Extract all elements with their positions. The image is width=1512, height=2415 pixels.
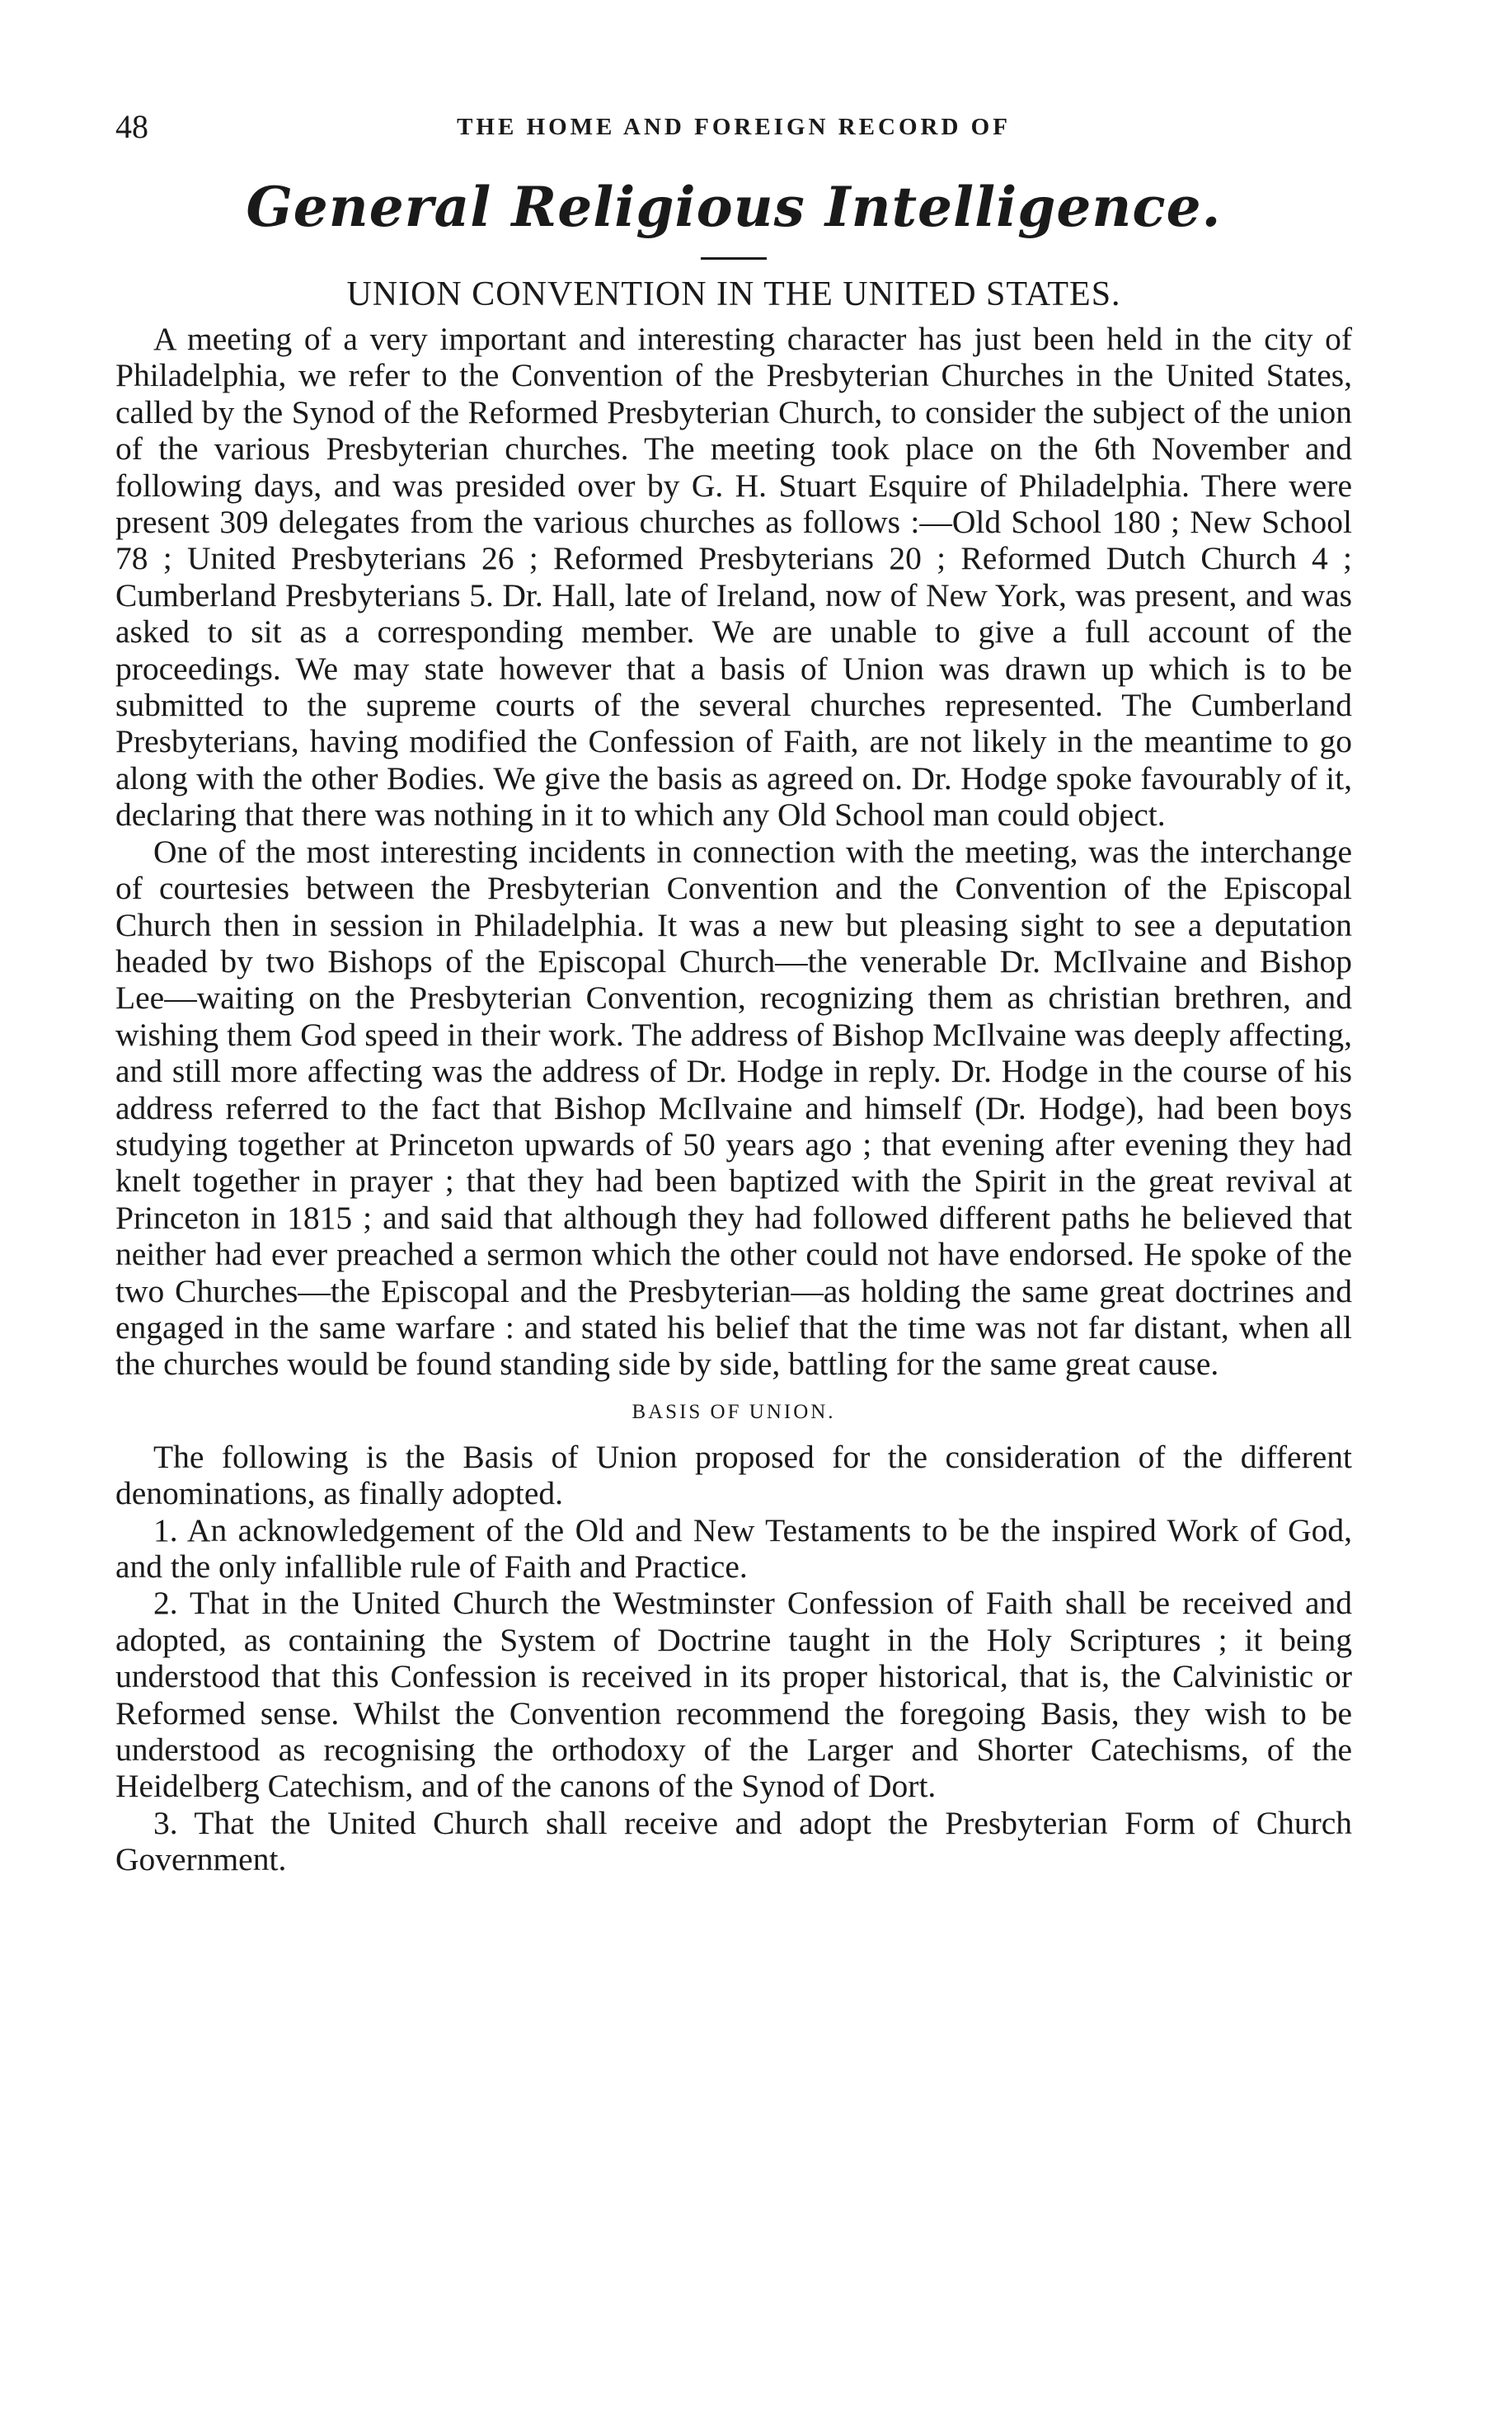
article-title: UNION CONVENTION IN THE UNITED STATES.	[346, 275, 1121, 313]
section-title: General Religious Intelligence.	[246, 175, 1222, 239]
title-rule	[701, 257, 767, 260]
basis-heading: BASIS OF UNION.	[632, 1400, 836, 1423]
page	[115, 107, 1352, 1878]
basis-item-2: 2. That in the United Church the Westminster Confession of Faith shall be received and adopted, as containing the System of Doctrine taught in the Holy Scriptures ; it being understood that this Confession is received in its proper historical, that is, the Calvinistic or Reformed sense. Whilst the Convention recommend the foregoing Basis, they wish to be understood as recognising the orthodoxy of the Larger and Shorter Catechisms, of the Heidelberg Catechism, and of the canons of the Synod of Dort.	[115, 1585, 1352, 1805]
journal-title: THE HOME AND FOREIGN RECORD OF	[457, 114, 1011, 140]
article-paragraph-2: One of the most interesting incidents in connection with the meeting, was the interchange of courtesies between the Presbyterian Convention and the Convention of the Episcopal Church then in session in Philadelphia. It was a new but pleasing sight to see a deputation headed by two Bishops of the Episcopal Church—the venerable Dr. McIlvaine and Bishop Lee—waiting on the Presbyterian Convention, recognizing them as christian brethren, and wishing them God speed in their work. The address of Bishop McIlvaine was deeply affecting, and still more affecting was the address of Dr. Hodge in reply. Dr. Hodge in the course of his address referred to the fact that Bishop McIlvaine and himself (Dr. Hodge), had been boys studying together at Princeton upwards of 50 years ago ; that evening after evening they had knelt together in prayer ; that they had been baptized with the Spirit in the great revival at Princeton in 1815 ; and said that although they had followed different paths he believed that neither had ever preached a sermon which the other could not have endorsed. He spoke of the two Churches—the Episcopal and the Presbyterian—as holding the same great doctrines and engaged in the same warfare : and stated his belief that the time was not far distant, when all the churches would be found standing side by side, battling for the same great cause.	[115, 833, 1352, 1383]
basis-intro: The following is the Basis of Union proposed for the consideration of the different denominations, as finally adopted.	[115, 1438, 1352, 1512]
running-head	[115, 107, 1352, 157]
article-paragraph-1: A meeting of a very important and interesting character has just been held in the city of Philadelphia, we refer to the Convention of the Presbyterian Churches in the United States, called by the Synod of the Reformed Presbyterian Church, to consider the subject of the union of the various Presbyterian churches. The meeting took place on the 6th November and following days, and was presided over by G. H. Stuart Esquire of Philadelphia. There were present 309 delegates from the various churches as follows :—Old School 180 ; New School 78 ; United Presbyterians 26 ; Reformed Presbyterians 20 ; Reformed Dutch Church 4 ; Cumberland Presbyterians 5. Dr. Hall, late of Ireland, now of New York, was present, and was asked to sit as a corresponding member. We are unable to give a full account of the proceedings. We may state however that a basis of Union was drawn up which is to be submitted to the supreme courts of the several churches represented. The Cumberland Presbyterians, having modified the Confession of Faith, are not likely in the meantime to go along with the other Bodies. We give the basis as agreed on. Dr. Hodge spoke favourably of it, declaring that there was nothing in it to which any Old School man could object.	[115, 321, 1352, 834]
basis-item-3: 3. That the United Church shall receive and adopt the Presbyterian Form of Church Government.	[115, 1804, 1352, 1878]
page-number: 48	[115, 108, 148, 145]
basis-item-1: 1. An acknowledgement of the Old and New Testaments to be the inspired Work of God, and the only infallible rule of Faith and Practice.	[115, 1511, 1352, 1585]
